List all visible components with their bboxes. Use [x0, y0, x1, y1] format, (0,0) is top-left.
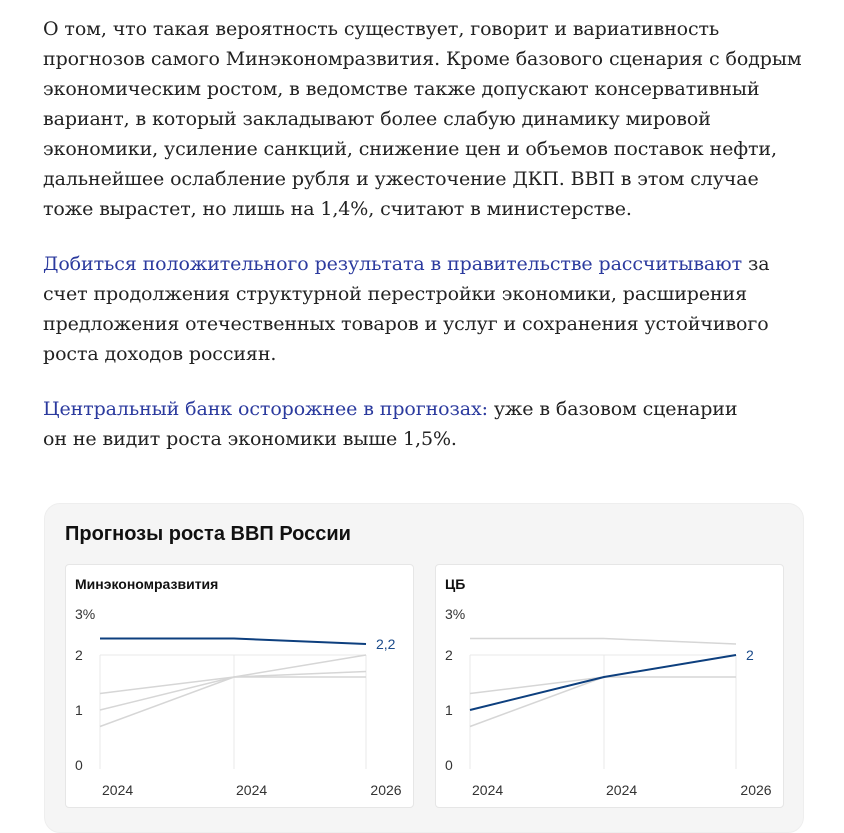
highlight-series-line [100, 639, 366, 645]
highlight-value-label: 2 [746, 647, 754, 663]
article-paragraph-2 [43, 249, 803, 369]
background-series-line-2 [470, 677, 736, 694]
article-paragraph-3 [43, 394, 803, 454]
x-tick-label-1: 2024 [236, 782, 268, 798]
article-paragraph-3-text-line1: уже в базовом сценарии [487, 398, 738, 420]
background-series-line-1 [470, 655, 736, 727]
x-tick-label-2: 2026 [740, 782, 772, 798]
article-paragraph-3-text-line2: он не видит роста экономики выше 1,5%. [43, 428, 457, 450]
article-body [43, 14, 803, 479]
y-tick-label-2: 2 [75, 647, 83, 663]
government-expectations-link[interactable]: Добиться положительного результата в правительстве рассчитывают [43, 253, 743, 275]
y-tick-label-1: 1 [75, 702, 83, 718]
article-paragraph-1: О том, что такая вероятность существует, говорит и вариативность прогнозов самого Минэкономразвития. Кроме базового сценария с бодрым экономическим ростом, в ведомстве также допускают консервативный вариант, в который закладывают более слабую динамику мировой экономики, усиление санкций, снижение цен и объемов поставок нефти, дальнейшее ослабление рубля и ужесточение ДКП. ВВП в этом случае тоже вырастет, но лишь на 1,4%, считают в министерстве. [43, 18, 802, 220]
chart-cb [436, 565, 785, 809]
gdp-forecast-card [44, 503, 804, 833]
highlight-series-line [470, 655, 736, 710]
y-axis-top-label: 3% [445, 606, 466, 622]
chart-title-minek: Минэкономразвития [75, 576, 219, 592]
x-tick-label-2: 2026 [370, 782, 402, 798]
background-series-line-0 [470, 639, 736, 645]
x-tick-label-0: 2024 [102, 782, 134, 798]
central-bank-forecast-link[interactable]: Центральный банк осторожнее в прогнозах: [43, 398, 488, 420]
y-axis-top-label: 3% [75, 606, 96, 622]
highlight-value-label: 2,2 [376, 636, 396, 652]
article-paragraph-2-text: за счет продолжения структурной перестройки экономики, расширения предложения отечественных товаров и услуг и сохранения устойчивого роста доходов россиян. [43, 253, 770, 365]
y-tick-label-0: 0 [75, 757, 83, 773]
chart-panel-cb [435, 564, 784, 808]
background-series-line-3 [100, 677, 366, 694]
background-series-line-1 [100, 655, 366, 727]
chart-title-cb: ЦБ [445, 576, 466, 592]
chart-panel-minek [65, 564, 414, 808]
y-tick-label-2: 2 [445, 647, 453, 663]
chart-minek [66, 565, 415, 809]
card-title: Прогнозы роста ВВП России [65, 523, 351, 545]
y-tick-label-0: 0 [445, 757, 453, 773]
y-tick-label-1: 1 [445, 702, 453, 718]
x-tick-label-1: 2024 [606, 782, 638, 798]
x-tick-label-0: 2024 [472, 782, 504, 798]
